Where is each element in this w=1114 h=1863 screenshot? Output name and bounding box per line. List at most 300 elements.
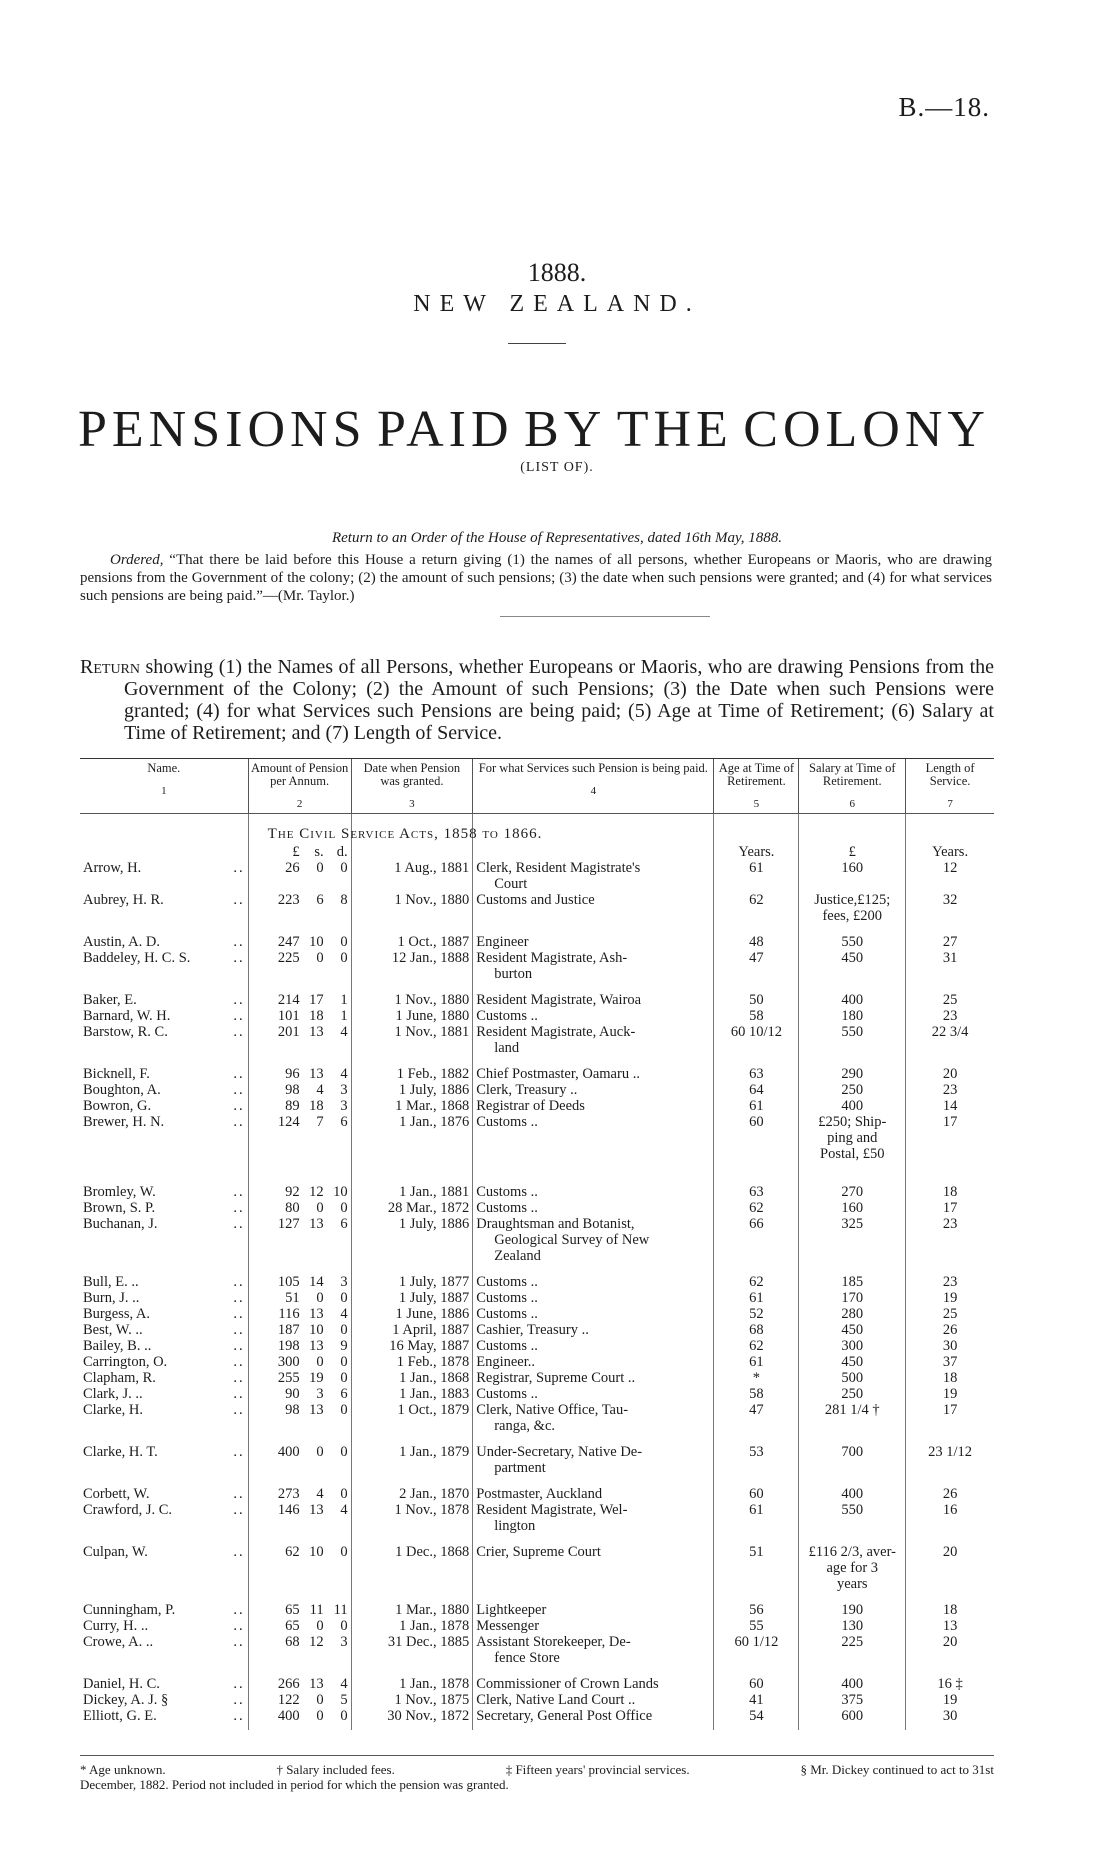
pensioner-name: [80, 1692, 248, 1708]
date-granted-text: 1 July, 1886: [398, 1082, 470, 1098]
pensioner-name-text: Elliott, G. E.: [83, 1708, 157, 1724]
document-year: 1888.: [527, 258, 587, 287]
retirement-salary: [799, 1386, 906, 1402]
pensioner-name: [80, 1370, 248, 1386]
pension-amount: [248, 1216, 351, 1264]
amount-shillings: 0: [316, 860, 324, 876]
amount-pence: 0: [340, 1370, 348, 1386]
pensioner-name-text: Bull, E. ..: [83, 1274, 139, 1290]
amount-shillings: 0: [316, 1692, 324, 1708]
table-row: [80, 1444, 994, 1476]
amount-shillings: 13: [309, 1338, 324, 1354]
table-row: [80, 1274, 994, 1290]
amount-shillings: 0: [316, 1200, 324, 1216]
salary-text: 250: [841, 1386, 864, 1402]
table-row: [80, 892, 994, 924]
service-text: Postmaster, Auckland: [476, 1486, 603, 1502]
date-granted-text: 1 Jan., 1878: [399, 1676, 470, 1692]
retirement-salary: [799, 1544, 906, 1592]
table-row: [80, 1114, 994, 1162]
pension-amount: [248, 1502, 351, 1534]
table-row: [80, 1634, 994, 1666]
leader-dots: ..: [233, 1386, 245, 1402]
date-granted: [351, 1402, 473, 1434]
footnotes: [80, 1762, 994, 1792]
date-granted-text: 1 Mar., 1880: [395, 1602, 470, 1618]
pensioner-name: [80, 1444, 248, 1476]
retirement-age: [714, 1618, 799, 1634]
date-granted-text: 31 Dec., 1885: [387, 1634, 470, 1650]
salary-text: 250: [841, 1082, 864, 1098]
retirement-salary: [799, 1008, 906, 1024]
retirement-salary: [799, 1602, 906, 1618]
date-granted: [351, 1338, 473, 1354]
service-description: [473, 1274, 714, 1290]
return-heading-text: showing (1) the Names of all Persons, whether Europeans or Maoris, who are drawing Pensions from the Government of the Colony; (2) the Amount of such Pensions; (3) the Date when such Pensions were granted; (4) for what Services such Pensions are being paid; (5) Age at Time of Retirement; (6) Salary at Time of Retirement; and (7) Length of Service.: [124, 656, 995, 744]
retirement-salary: [799, 1216, 906, 1264]
retirement-age: [714, 1216, 799, 1264]
amount-pounds: 90: [285, 1386, 300, 1402]
salary-text: 500: [841, 1370, 864, 1386]
amount-shillings: 4: [316, 1082, 324, 1098]
date-granted: [351, 1322, 473, 1338]
pensioner-name: [80, 1402, 248, 1434]
retirement-age: [714, 1098, 799, 1114]
service-text-cont: land: [494, 1040, 520, 1056]
amount-pounds: 122: [277, 1692, 300, 1708]
pensioner-name-text: Bailey, B. ..: [83, 1338, 152, 1354]
length-of-service-text: 23: [942, 1274, 958, 1290]
pensioner-name: [80, 1184, 248, 1200]
length-of-service-text: 19: [942, 1692, 958, 1708]
length-of-service-text: 31: [942, 950, 958, 966]
document-subtitle: (LIST OF).: [520, 460, 594, 475]
title-word: THE: [616, 401, 733, 458]
date-granted-text: 1 Nov., 1878: [394, 1502, 470, 1518]
leader-dots: ..: [233, 1708, 245, 1724]
date-granted-text: 1 June, 1886: [395, 1306, 470, 1322]
length-of-service: [906, 1444, 994, 1476]
pensioner-name-text: Brewer, H. N.: [83, 1114, 165, 1130]
salary-text: 160: [841, 860, 864, 876]
salary-text: 450: [841, 950, 864, 966]
pensions-table: [80, 758, 994, 1730]
units-salary-cell: [799, 844, 906, 860]
leader-dots: ..: [233, 1618, 245, 1634]
amount-pence: 0: [340, 1444, 348, 1460]
retirement-salary: [799, 1486, 906, 1502]
service-description: [473, 860, 714, 892]
column-header: Date when Pension was granted. 3: [351, 759, 473, 814]
service-text: Customs and Justice: [476, 892, 595, 908]
date-granted: [351, 934, 473, 950]
service-description: [473, 1502, 714, 1534]
service-text-cont: fence Store: [494, 1650, 560, 1666]
pensioner-name-text: Bowron, G.: [83, 1098, 152, 1114]
amount-pence: 0: [340, 1708, 348, 1724]
service-description: [473, 950, 714, 982]
retirement-salary: [799, 1354, 906, 1370]
retirement-salary: [799, 1098, 906, 1114]
service-description: [473, 1544, 714, 1592]
pensioner-name: [80, 1708, 248, 1724]
retirement-age: [714, 1676, 799, 1692]
pensioner-name-text: Crawford, J. C.: [83, 1502, 173, 1518]
title-word: BY: [524, 401, 607, 458]
date-granted-text: 1 Nov., 1875: [394, 1692, 470, 1708]
pension-amount: [248, 1634, 351, 1666]
amount-pounds: 247: [277, 934, 300, 950]
retirement-age-text: 63: [749, 1066, 764, 1082]
retirement-age: [714, 992, 799, 1008]
section-title: The Civil Service Acts, 1858 to 1866.: [267, 826, 543, 842]
table-row: [80, 1544, 994, 1592]
pensioner-name-text: Barnard, W. H.: [83, 1008, 171, 1024]
column-header: Salary at Time of Retirement. 6: [799, 759, 906, 814]
salary-text: £116 2/3, aver-: [808, 1544, 896, 1560]
length-of-service-text: 23: [942, 1216, 958, 1232]
amount-shillings: 10: [309, 1322, 324, 1338]
pension-amount: [248, 1692, 351, 1708]
retirement-age-text: 62: [749, 1200, 764, 1216]
salary-text-cont: fees, £200: [822, 908, 883, 924]
retirement-age-text: *: [752, 1370, 761, 1386]
length-of-service-text: 20: [942, 1066, 958, 1082]
spacer-row: [80, 1434, 994, 1444]
salary-text: 160: [841, 1200, 864, 1216]
amount-pounds: 400: [277, 1444, 300, 1460]
pension-amount: [248, 892, 351, 924]
date-granted-text: 12 Jan., 1888: [391, 950, 470, 966]
salary-text: 170: [841, 1290, 864, 1306]
pensioner-name: [80, 1502, 248, 1534]
pensioner-name-text: Aubrey, H. R.: [83, 892, 164, 908]
retirement-age-text: 47: [749, 1402, 764, 1418]
service-text: Assistant Storekeeper, De-: [476, 1634, 631, 1650]
table-row: [80, 1486, 994, 1502]
date-granted: [351, 992, 473, 1008]
salary-text: 400: [841, 1676, 864, 1692]
leader-dots: ..: [233, 1502, 245, 1518]
pensioner-name-text: Burgess, A.: [83, 1306, 151, 1322]
amount-pounds: 116: [278, 1306, 300, 1322]
retirement-age: [714, 1544, 799, 1592]
pension-amount: [248, 1200, 351, 1216]
pensioner-name: [80, 992, 248, 1008]
length-of-service: [906, 1692, 994, 1708]
units-name-cell: [80, 844, 248, 860]
units-length-cell: [906, 844, 994, 860]
service-description: [473, 1082, 714, 1098]
retirement-salary: [799, 1200, 906, 1216]
pensioner-name-text: Curry, H. ..: [83, 1618, 149, 1634]
pension-amount: [248, 1322, 351, 1338]
retirement-age: [714, 1200, 799, 1216]
retirement-age-text: 41: [749, 1692, 764, 1708]
pensioner-name-text: Cunningham, P.: [83, 1602, 176, 1618]
salary-text: £250; Ship-: [818, 1114, 887, 1130]
leader-dots: ..: [233, 1290, 245, 1306]
unit-salary: £: [848, 844, 856, 860]
service-description: [473, 1602, 714, 1618]
pensioner-name: [80, 1602, 248, 1618]
amount-pence: 6: [340, 1216, 348, 1232]
spacer-row: [80, 1534, 994, 1544]
pension-amount: [248, 992, 351, 1008]
retirement-age: [714, 1082, 799, 1098]
amount-pence: 0: [340, 860, 348, 876]
amount-pounds: 96: [285, 1066, 300, 1082]
retirement-age: [714, 892, 799, 924]
pension-amount: [248, 1386, 351, 1402]
length-of-service: [906, 1082, 994, 1098]
leader-dots: ..: [233, 1098, 245, 1114]
return-order-line: Return to an Order of the House of Representatives, dated 16th May, 1888.: [331, 530, 783, 546]
pension-amount: [248, 1486, 351, 1502]
service-text: Customs ..: [476, 1200, 538, 1216]
length-of-service: [906, 1290, 994, 1306]
service-text: Customs ..: [476, 1306, 538, 1322]
service-description: [473, 1386, 714, 1402]
retirement-age-text: 60 1/12: [734, 1634, 779, 1650]
leader-dots: ..: [233, 1114, 245, 1130]
retirement-age-text: 62: [749, 892, 764, 908]
table-row: [80, 1066, 994, 1082]
service-description: [473, 1290, 714, 1306]
footnote-salary: † Salary included fees.: [276, 1762, 395, 1777]
amount-pence: 0: [340, 1486, 348, 1502]
retirement-age-text: 58: [749, 1008, 764, 1024]
return-heading: [80, 656, 994, 744]
unit-years-length: Years.: [932, 844, 969, 860]
length-of-service-text: 18: [942, 1602, 958, 1618]
leader-dots: ..: [233, 860, 245, 876]
pension-amount: [248, 1184, 351, 1200]
pensioner-name-text: Brown, S. P.: [83, 1200, 156, 1216]
date-granted: [351, 1370, 473, 1386]
length-of-service: [906, 950, 994, 982]
pensioner-name: [80, 1098, 248, 1114]
units-row: [80, 844, 994, 860]
service-description: [473, 1634, 714, 1666]
table-row: [80, 1008, 994, 1024]
amount-shillings: 19: [309, 1370, 324, 1386]
amount-shillings: 13: [309, 1306, 324, 1322]
retirement-age-text: 53: [749, 1444, 764, 1460]
date-granted-text: 1 Nov., 1881: [394, 1024, 470, 1040]
leader-dots: ..: [233, 934, 245, 950]
leader-dots: ..: [233, 992, 245, 1008]
length-of-service-text: 25: [942, 992, 958, 1008]
amount-pounds: 92: [285, 1184, 300, 1200]
pension-amount: [248, 1402, 351, 1434]
pensioner-name-text: Buchanan, J.: [83, 1216, 158, 1232]
retirement-age: [714, 1708, 799, 1724]
length-of-service-text: 23: [942, 1008, 958, 1024]
leader-dots: ..: [233, 1544, 245, 1560]
date-granted: [351, 1024, 473, 1056]
service-description: [473, 1098, 714, 1114]
spacer-row: [80, 1056, 994, 1066]
leader-dots: ..: [233, 950, 245, 966]
amount-shillings: 3: [316, 1386, 324, 1402]
table-row: [80, 1216, 994, 1264]
service-description: [473, 1444, 714, 1476]
retirement-age-text: 50: [749, 992, 764, 1008]
service-description: [473, 1692, 714, 1708]
service-text: Crier, Supreme Court: [476, 1544, 601, 1560]
column-header: Age at Time of Retirement. 5: [714, 759, 799, 814]
date-granted: [351, 1676, 473, 1692]
amount-pounds: 255: [277, 1370, 300, 1386]
table-row: [80, 1338, 994, 1354]
salary-text-cont: age for 3: [826, 1560, 879, 1576]
date-granted-text: 1 Feb., 1878: [396, 1354, 470, 1370]
amount-pence: 3: [340, 1082, 348, 1098]
leader-dots: ..: [233, 1444, 245, 1460]
amount-pence: 1: [340, 1008, 348, 1024]
length-of-service: [906, 1634, 994, 1666]
table-row: [80, 1386, 994, 1402]
amount-pounds: 101: [277, 1008, 300, 1024]
length-of-service-text: 26: [942, 1486, 958, 1502]
leader-dots: ..: [233, 1676, 245, 1692]
retirement-age: [714, 1402, 799, 1434]
amount-pounds: 68: [285, 1634, 300, 1650]
retirement-age-text: 61: [749, 1290, 764, 1306]
amount-shillings: 0: [316, 1444, 324, 1460]
salary-text: 190: [841, 1602, 864, 1618]
title-word: PENSIONS: [78, 401, 367, 458]
retirement-age-text: 61: [749, 860, 764, 876]
pensioner-name-text: Arrow, H.: [83, 860, 142, 876]
amount-pence: 8: [340, 892, 348, 908]
pensioner-name: [80, 950, 248, 982]
pension-amount: [248, 950, 351, 982]
pension-amount: [248, 1306, 351, 1322]
amount-pounds: 223: [277, 892, 300, 908]
service-text: Under-Secretary, Native De-: [476, 1444, 643, 1460]
amount-pounds: 201: [277, 1024, 300, 1040]
leader-dots: ..: [233, 1486, 245, 1502]
pension-amount: [248, 1290, 351, 1306]
salary-text-cont: years: [836, 1576, 868, 1592]
amount-shillings: 0: [316, 950, 324, 966]
service-text: Draughtsman and Botanist,: [476, 1216, 635, 1232]
retirement-salary: [799, 1502, 906, 1534]
amount-pounds: 26: [285, 860, 300, 876]
amount-pence: 4: [340, 1306, 348, 1322]
leader-dots: ..: [233, 1200, 245, 1216]
date-granted: [351, 1386, 473, 1402]
amount-shillings: 17: [309, 992, 324, 1008]
spacer-row: [80, 1264, 994, 1274]
pensioner-name-text: Corbett, W.: [83, 1486, 150, 1502]
retirement-age-text: 55: [749, 1618, 764, 1634]
amount-pence: 0: [340, 1544, 348, 1560]
retirement-salary: [799, 934, 906, 950]
pension-amount: [248, 934, 351, 950]
service-text: Clerk, Resident Magistrate's: [476, 860, 641, 876]
leader-dots: ..: [233, 1216, 245, 1232]
amount-shillings: 0: [316, 1618, 324, 1634]
length-of-service-text: 14: [942, 1098, 958, 1114]
table-row: [80, 1306, 994, 1322]
retirement-age: [714, 1322, 799, 1338]
document-title: [78, 400, 990, 459]
salary-text-cont: ping and: [827, 1130, 878, 1146]
ordered-text: “That there be laid before this House a return giving (1) the names of all persons, whether Europeans or Maoris, who are drawing pensions from the Government of the colony; (2) the amount of such pensions; (3) the date when such pensions were granted; and (4) for what services such pensions are being paid.”—(Mr. Taylor.): [80, 552, 993, 604]
amount-pounds: 225: [277, 950, 300, 966]
retirement-age-text: 60: [749, 1676, 764, 1692]
leader-dots: ..: [233, 1008, 245, 1024]
table-row: [80, 860, 994, 892]
amount-pounds: 89: [285, 1098, 300, 1114]
length-of-service: [906, 1402, 994, 1434]
amount-pence: 4: [340, 1502, 348, 1518]
pension-amount: [248, 1602, 351, 1618]
length-of-service-text: 37: [942, 1354, 958, 1370]
pensioner-name: [80, 1274, 248, 1290]
retirement-age: [714, 1634, 799, 1666]
pensioner-name-text: Baddeley, H. C. S.: [83, 950, 191, 966]
length-of-service: [906, 1306, 994, 1322]
service-description: [473, 1322, 714, 1338]
service-text: Chief Postmaster, Oamaru ..: [476, 1066, 640, 1082]
length-of-service: [906, 1200, 994, 1216]
length-of-service: [906, 1338, 994, 1354]
unit-pence: d.: [336, 844, 348, 860]
date-granted-text: 1 July, 1887: [398, 1290, 470, 1306]
units-amount-cell: [248, 844, 351, 860]
length-of-service: [906, 1008, 994, 1024]
leader-dots: ..: [233, 1024, 245, 1040]
length-of-service-text: 17: [942, 1114, 958, 1130]
length-of-service-text: 18: [942, 1184, 958, 1200]
date-granted-text: 1 Jan., 1879: [399, 1444, 470, 1460]
length-of-service: [906, 1354, 994, 1370]
service-description: [473, 1200, 714, 1216]
service-text: Resident Magistrate, Wairoa: [476, 992, 642, 1008]
column-header: For what Services such Pension is being paid. 4: [473, 759, 714, 814]
retirement-age: [714, 1274, 799, 1290]
service-description: [473, 1216, 714, 1264]
service-text: Resident Magistrate, Ash-: [476, 950, 628, 966]
amount-shillings: 18: [309, 1008, 324, 1024]
pensioner-name-text: Carrington, O.: [83, 1354, 168, 1370]
service-text: Customs ..: [476, 1338, 538, 1354]
amount-pence: 5: [340, 1692, 348, 1708]
date-granted: [351, 1544, 473, 1592]
retirement-salary: [799, 950, 906, 982]
amount-pounds: 146: [277, 1502, 300, 1518]
service-description: [473, 1708, 714, 1724]
amount-shillings: 18: [309, 1098, 324, 1114]
length-of-service: [906, 1216, 994, 1264]
retirement-age: [714, 1602, 799, 1618]
amount-shillings: 11: [309, 1602, 324, 1618]
service-text-cont: lington: [494, 1518, 536, 1534]
amount-pence: 3: [340, 1634, 348, 1650]
table-row: [80, 1322, 994, 1338]
salary-text: Justice,£125;: [814, 892, 891, 908]
retirement-age: [714, 1444, 799, 1476]
service-text: Messenger: [476, 1618, 540, 1634]
pensioner-name: [80, 1024, 248, 1056]
date-granted: [351, 1184, 473, 1200]
retirement-age-text: 62: [749, 1338, 764, 1354]
pensioner-name: [80, 1066, 248, 1082]
